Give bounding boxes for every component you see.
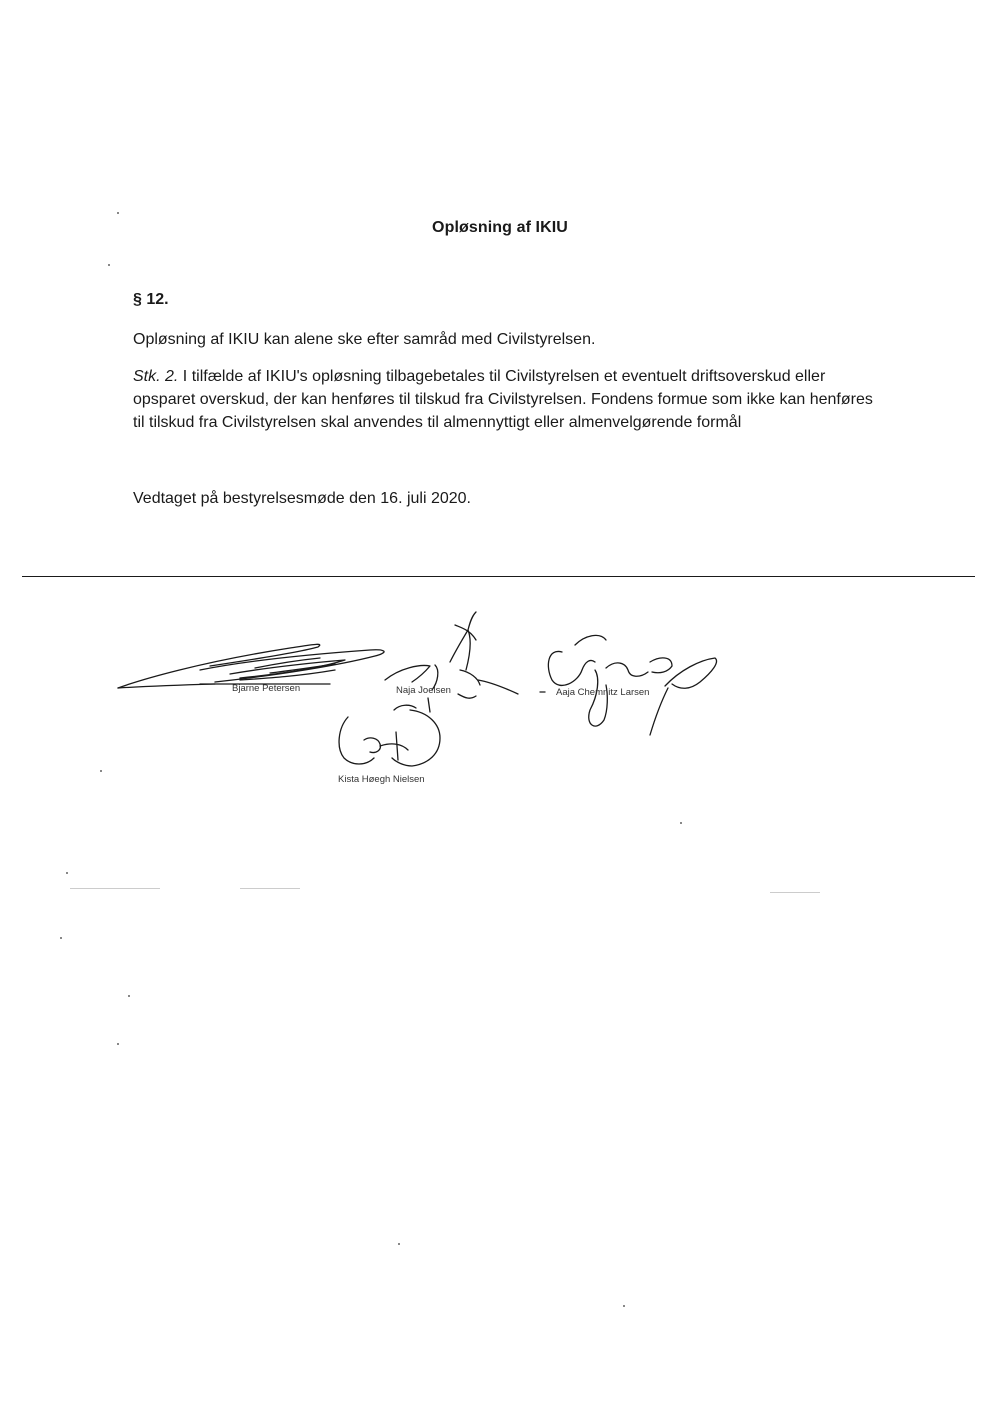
signatures-drawing (0, 600, 1000, 820)
scan-speck (70, 888, 160, 889)
signature-naja-joelsen (385, 612, 518, 712)
scan-speck (680, 822, 682, 824)
separator-line (22, 576, 975, 577)
document-title: Opløsning af IKIU (432, 219, 568, 236)
scan-speck (398, 1243, 400, 1245)
scan-speck (108, 264, 110, 266)
signature-name-3: Aaja Chemnitz Larsen (556, 687, 650, 698)
scan-speck (240, 888, 300, 889)
signature-aaja-chemnitz-larsen (540, 635, 717, 735)
signature-name-2: Naja Joelsen (396, 685, 451, 696)
paragraph-2-label: Stk. 2. (133, 368, 179, 385)
signature-block (0, 600, 1000, 820)
scan-speck (100, 770, 102, 772)
paragraph-2-text: I tilfælde af IKIU's opløsning tilbagebetales til Civilstyrelsen et eventuelt driftsoverskud eller opsparet overskud, der kan henføres til tilskud fra Civilstyrelsen. Fondens formue som ikke kan henføres til tilskud fra Civilstyrelsen skal anvendes til almennyttigt eller almenvelgørende formål (133, 368, 873, 431)
signature-kista-hoegh-nielsen (339, 705, 440, 766)
scan-speck (770, 892, 820, 893)
signature-name-1: Bjarne Petersen (232, 683, 301, 694)
scan-speck (128, 995, 130, 997)
scan-speck (66, 872, 68, 874)
adopted-statement: Vedtaget på bestyrelsesmøde den 16. juli 2020. (133, 490, 471, 507)
signature-name-4: Kista Høegh Nielsen (338, 774, 425, 785)
paragraph-2 (133, 365, 873, 434)
scan-speck (623, 1305, 625, 1307)
paragraph-1: Opløsning af IKIU kan alene ske efter samråd med Civilstyrelsen. (133, 331, 596, 348)
section-number: § 12. (133, 291, 169, 308)
scan-speck (117, 1043, 119, 1045)
signature-bjarne-petersen (118, 644, 384, 688)
scan-speck (60, 937, 62, 939)
scan-speck (117, 212, 119, 214)
